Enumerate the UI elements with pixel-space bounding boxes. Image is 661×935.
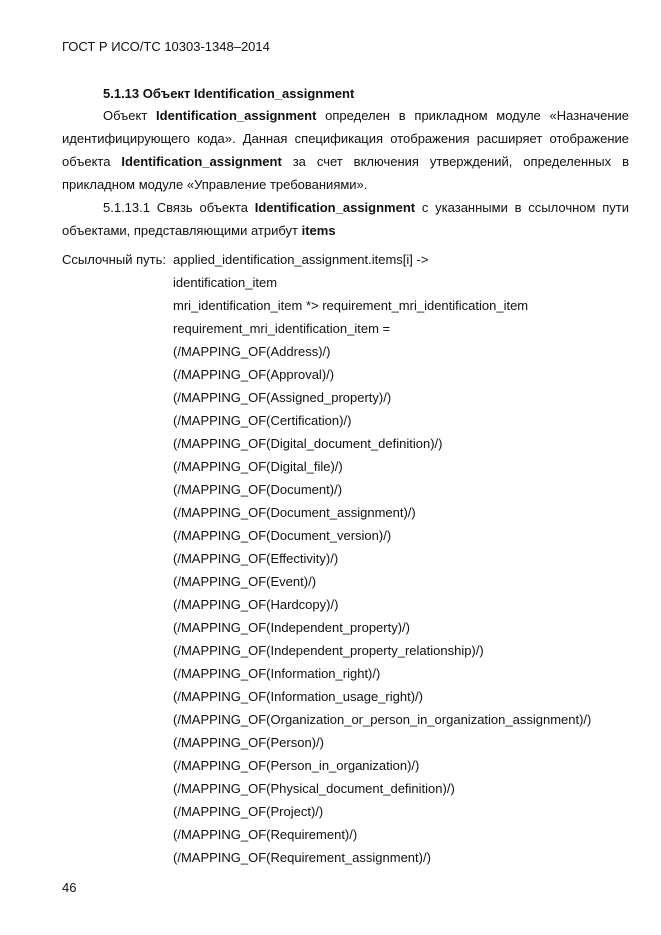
- path-line: (/MAPPING_OF(Requirement)/): [173, 827, 358, 842]
- path-line: (/MAPPING_OF(Document_assignment)/): [173, 505, 416, 520]
- p1-text-c: определен в прикладном модуле «Назначение идентифицирующего кода». Данная спецификация отображения расширяет отображение объекта: [62, 108, 629, 169]
- section-paragraph: [62, 104, 629, 196]
- path-line: (/MAPPING_OF(Address)/): [173, 344, 331, 359]
- path-line: (/MAPPING_OF(Information_right)/): [173, 666, 381, 681]
- p2-text-c: с указанными в ссылочном пути объектами, представляющими атрибут: [62, 200, 629, 238]
- path-line: (/MAPPING_OF(Document)/): [173, 482, 343, 497]
- path-line: (/MAPPING_OF(Hardcopy)/): [173, 597, 339, 612]
- path-line: (/MAPPING_OF(Approval)/): [173, 367, 335, 382]
- path-line: (/MAPPING_OF(Independent_property_relationship)/): [173, 643, 484, 658]
- path-line: requirement_mri_identification_item =: [173, 321, 391, 336]
- path-line: (/MAPPING_OF(Person)/): [173, 735, 324, 750]
- p1-text-a: Объект: [103, 108, 157, 123]
- path-line: (/MAPPING_OF(Project)/): [173, 804, 324, 819]
- path-line: (/MAPPING_OF(Physical_document_definition)/): [173, 781, 455, 796]
- p1-entity-name-2: Identification_assignment: [121, 154, 282, 169]
- p2-entity-name: Identification_assignment: [254, 200, 416, 215]
- page-number: 46: [62, 880, 77, 895]
- p2-text-a: 5.1.13.1 Связь объекта: [103, 200, 255, 215]
- path-line: (/MAPPING_OF(Event)/): [173, 574, 317, 589]
- p2-attribute-name: items: [301, 223, 336, 238]
- path-line: (/MAPPING_OF(Effectivity)/): [173, 551, 339, 566]
- path-line: (/MAPPING_OF(Digital_document_definition)/): [173, 436, 443, 451]
- reference-path-lines: [173, 248, 633, 869]
- path-line: (/MAPPING_OF(Person_in_organization)/): [173, 758, 420, 773]
- section-title: 5.1.13 Объект Identification_assignment: [103, 86, 355, 101]
- path-line: (/MAPPING_OF(Digital_file)/): [173, 459, 343, 474]
- path-line: (/MAPPING_OF(Organization_or_person_in_organization_assignment)/): [173, 712, 592, 727]
- path-line: applied_identification_assignment.items[i] ->: [173, 252, 429, 267]
- p1-entity-name: Identification_assignment: [156, 108, 317, 123]
- path-line: identification_item: [173, 275, 278, 290]
- page-header: ГОСТ Р ИСО/ТС 10303-1348–2014: [62, 39, 270, 54]
- path-line: (/MAPPING_OF(Document_version)/): [173, 528, 392, 543]
- path-line: (/MAPPING_OF(Assigned_property)/): [173, 390, 392, 405]
- reference-path-label: Ссылочный путь:: [62, 252, 166, 267]
- path-line: mri_identification_item *> requirement_mri_identification_item: [173, 298, 529, 313]
- path-line: (/MAPPING_OF(Requirement_assignment)/): [173, 850, 431, 865]
- path-line: (/MAPPING_OF(Certification)/): [173, 413, 352, 428]
- path-line: (/MAPPING_OF(Information_usage_right)/): [173, 689, 423, 704]
- p1-text-e: за счет включения утверждений, определенных в прикладном модуле «Управление требованиями».: [62, 154, 629, 192]
- subsection-paragraph: [62, 196, 629, 242]
- path-line: (/MAPPING_OF(Independent_property)/): [173, 620, 410, 635]
